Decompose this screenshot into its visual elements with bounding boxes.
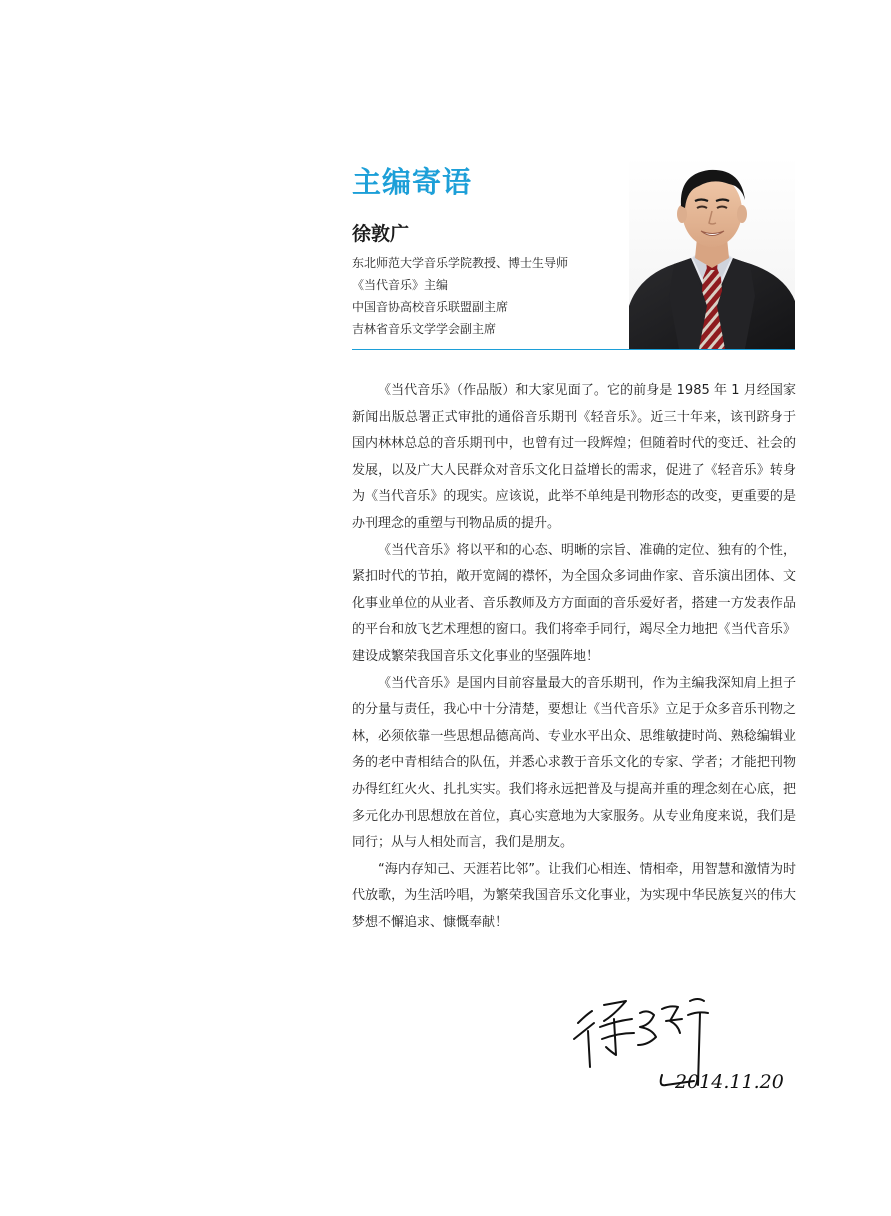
signature-date: 2014.11.20 bbox=[675, 1071, 784, 1093]
body-paragraph: 《当代音乐》是国内目前容量最大的音乐期刊，作为主编我深知肩上担子的分量与责任，我心中十分清楚，要想让《当代音乐》立足于众多音乐刊物之林，必须依靠一些思想品德高尚、专业水平出众、思维敏捷时尚、熟稔编辑业务的老中青相结合的队伍，并悉心求教于音乐文化的专家、学者；才能把刊物办得红红火火、扎扎实实。我们将永远把普及与提高并重的理念刻在心底，把多元化办刊思想放在首位，真心实意地为大家服务。从专业角度来说，我们是同行；从与人相处而言，我们是朋友。 bbox=[352, 675, 796, 851]
handwritten-signature bbox=[570, 975, 810, 1095]
body-paragraph: 《当代音乐》（作品版）和大家见面了。它的前身是 1985 年 1 月经国家新闻出版总署正式审批的通俗音乐期刊《轻音乐》。近三十年来，该刊跻身于国内林林总总的音乐期刊中，也曾有过一段辉煌；但随着时代的变迁、社会的发展，以及广大人民群众对音乐文化日益增长的需求，促进了《轻音乐》转身为《当代音乐》的现实。应该说，此举不单纯是刊物形态的改变，更重要的是办刊理念的重塑与刊物品质的提升。 bbox=[352, 383, 796, 531]
body-paragraph: “海内存知己、天涯若比邻”。让我们心相连、情相牵，用智慧和激情为时代放歌，为生活吟唱，为繁荣我国音乐文化事业，为实现中华民族复兴的伟大梦想不懈追求、慷慨奉献！ bbox=[352, 861, 796, 930]
author-role: 吉林省音乐文学学会副主席 bbox=[352, 322, 497, 336]
editorial-body bbox=[352, 378, 796, 936]
body-paragraph: 《当代音乐》将以平和的心态、明晰的宗旨、准确的定位、独有的个性，紧扣时代的节拍，敞开宽阔的襟怀，为全国众多词曲作家、音乐演出团体、文化事业单位的从业者、音乐教师及方方面面的音乐爱好者，搭建一方发表作品的平台和放飞艺术理想的窗口。我们将牵手同行，竭尽全力地把《当代音乐》建设成繁荣我国音乐文化事业的坚强阵地！ bbox=[352, 542, 796, 664]
page-title: 主编寄语 bbox=[352, 165, 473, 199]
header-divider bbox=[352, 349, 795, 350]
author-role: 东北师范大学音乐学院教授、博士生导师 bbox=[352, 256, 569, 270]
author-portrait bbox=[629, 156, 795, 349]
author-roles-list bbox=[352, 252, 568, 340]
author-role: 中国音协高校音乐联盟副主席 bbox=[352, 300, 509, 314]
author-name: 徐敦广 bbox=[352, 223, 410, 245]
author-role: 《当代音乐》主编 bbox=[352, 278, 449, 292]
